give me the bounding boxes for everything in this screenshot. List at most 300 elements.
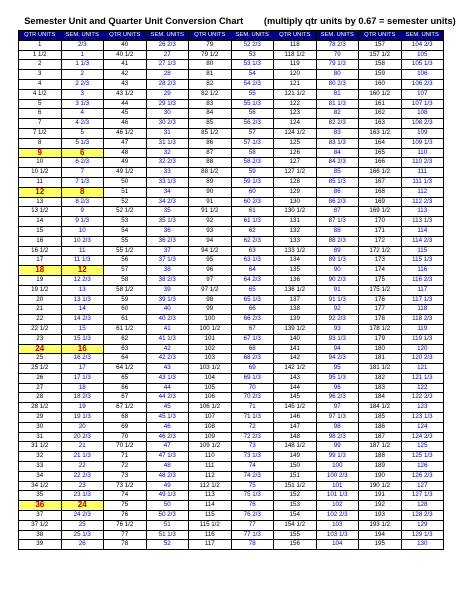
qtr-units-cell: 76 [104,511,147,521]
qtr-units-cell: 146 [274,413,317,423]
sem-units-cell: 27 1/3 [146,60,189,70]
qtr-units-cell: 53 [104,217,147,227]
qtr-units-cell: 17 [19,256,62,266]
sem-units-cell: 114 [401,226,444,236]
sem-units-cell: 105 1/3 [401,60,444,70]
sem-units-cell: 87 [316,207,359,217]
qtr-units-cell: 156 [274,540,317,550]
sem-units-cell: 90 [316,266,359,276]
qtr-units-cell: 106 [189,393,232,403]
sem-units-cell: 74 [231,462,274,472]
qtr-units-cell: 92 [189,217,232,227]
qtr-units-cell: 144 [274,383,317,393]
sem-units-cell: 27 [146,50,189,60]
sem-units-cell: 74 2/3 [231,471,274,481]
table-row [19,462,444,472]
sem-units-cell: 21 [61,442,104,452]
qtr-units-cell: 143 [274,373,317,383]
qtr-units-cell: 65 [104,373,147,383]
sem-units-cell: 104 2/3 [401,40,444,50]
sem-units-cell: 20 2/3 [61,432,104,442]
qtr-units-cell: 129 [274,187,317,197]
qtr-units-cell: 83 [189,99,232,109]
qtr-units-cell: 183 [359,383,402,393]
qtr-units-cell: 34 1/2 [19,481,62,491]
sem-units-cell: 99 [316,442,359,452]
qtr-units-cell: 112 1/2 [189,481,232,491]
sem-units-cell: 71 1/3 [231,413,274,423]
sem-units-cell: 71 [231,403,274,413]
qtr-units-cell: 8 [19,138,62,148]
sem-units-cell: 81 1/3 [316,99,359,109]
qtr-units-cell: 127 [274,158,317,168]
qtr-units-cell: 154 1/2 [274,520,317,530]
sem-units-cell: 19 1/3 [61,413,104,423]
qtr-units-cell: 1 [19,40,62,50]
sem-units-cell: 8 2/3 [61,197,104,207]
qtr-units-cell: 43 [104,79,147,89]
sem-units-cell: 77 1/3 [231,530,274,540]
sem-units-cell: 130 [401,540,444,550]
sem-units-cell: 25 1/3 [61,530,104,540]
sem-units-cell: 93 [316,324,359,334]
qtr-units-cell: 130 [274,197,317,207]
sem-units-cell: 127 1/3 [401,491,444,501]
qtr-units-cell: 178 [359,315,402,325]
qtr-units-cell: 148 [274,432,317,442]
qtr-units-cell: 15 [19,226,62,236]
qtr-units-cell: 1 1/2 [19,50,62,60]
qtr-units-cell: 22 [19,315,62,325]
sem-units-cell: 123 1/3 [401,413,444,423]
qtr-units-cell: 37 1/2 [19,520,62,530]
sem-units-cell: 95 [316,364,359,374]
qtr-units-cell: 131 [274,217,317,227]
table-row [19,520,444,530]
sem-units-cell: 64 2/3 [231,275,274,285]
sem-units-cell: 84 2/3 [316,158,359,168]
sem-units-cell: 50 2/3 [146,511,189,521]
qtr-units-cell: 108 [189,422,232,432]
qtr-units-cell: 115 1/2 [189,520,232,530]
sem-units-cell: 83 1/3 [316,138,359,148]
table-row [19,511,444,521]
sem-units-cell: 90 2/3 [316,275,359,285]
qtr-units-cell: 136 [274,275,317,285]
sem-units-cell: 94 [316,344,359,354]
qtr-units-cell: 35 [19,491,62,501]
qtr-units-cell: 46 1/2 [104,128,147,138]
sem-units-cell: 49 1/3 [146,491,189,501]
column-header: QTR UNITS [359,31,402,41]
sem-units-cell: 69 1/3 [231,373,274,383]
sem-units-cell: 113 1/3 [401,217,444,227]
column-header: QTR UNITS [104,31,147,41]
sem-units-cell: 24 2/3 [61,511,104,521]
sem-units-cell: 66 2/3 [231,315,274,325]
qtr-units-cell: 93 [189,226,232,236]
qtr-units-cell: 178 1/2 [359,324,402,334]
qtr-units-cell: 58 1/2 [104,285,147,295]
sem-units-cell: 101 [316,481,359,491]
sem-units-cell: 73 [231,442,274,452]
qtr-units-cell: 51 [104,187,147,197]
qtr-units-cell: 103 1/2 [189,364,232,374]
sem-units-cell: 59 [231,168,274,178]
sem-units-cell: 126 [401,462,444,472]
qtr-units-cell: 14 [19,217,62,227]
qtr-units-cell: 60 [104,305,147,315]
sem-units-cell: 98 2/3 [316,432,359,442]
table-row [19,177,444,187]
qtr-units-cell: 132 [274,226,317,236]
sem-units-cell: 56 [231,109,274,119]
qtr-units-cell: 126 [274,148,317,158]
qtr-units-cell: 152 [274,491,317,501]
qtr-units-cell: 73 [104,471,147,481]
sem-units-cell: 78 [231,540,274,550]
qtr-units-cell: 30 [19,422,62,432]
sem-units-cell: 12 [61,266,104,276]
table-row [19,305,444,315]
qtr-units-cell: 172 1/2 [359,246,402,256]
sem-units-cell: 13 1/3 [61,295,104,305]
sem-units-cell: 97 1/3 [316,413,359,423]
qtr-units-cell: 31 1/2 [19,442,62,452]
qtr-units-cell: 194 [359,530,402,540]
qtr-units-cell: 80 [189,60,232,70]
sem-units-cell: 42 2/3 [146,354,189,364]
qtr-units-cell: 138 [274,305,317,315]
sem-units-cell: 45 [146,403,189,413]
sem-units-cell: 41 [146,324,189,334]
qtr-units-cell: 82 1/2 [189,89,232,99]
table-row [19,422,444,432]
sem-units-cell: 123 [401,403,444,413]
sem-units-cell: 103 [316,520,359,530]
sem-units-cell: 53 1/3 [231,60,274,70]
sem-units-cell: 112 [401,187,444,197]
sem-units-cell: 34 2/3 [146,197,189,207]
sem-units-cell: 32 2/3 [146,158,189,168]
table-row [19,491,444,501]
qtr-units-cell: 64 1/2 [104,364,147,374]
qtr-units-cell: 162 [359,109,402,119]
sem-units-cell: 46 [146,422,189,432]
sem-units-cell: 10 2/3 [61,236,104,246]
qtr-units-cell: 109 1/2 [189,442,232,452]
sem-units-cell: 47 [146,442,189,452]
table-row [19,324,444,334]
sem-units-cell: 82 2/3 [316,119,359,129]
qtr-units-cell: 168 [359,187,402,197]
column-header: SEM. UNITS [146,31,189,41]
table-row [19,344,444,354]
sem-units-cell: 88 2/3 [316,236,359,246]
sem-units-cell: 52 [146,540,189,550]
qtr-units-cell: 48 [104,148,147,158]
qtr-units-cell: 121 1/2 [274,89,317,99]
sem-units-cell: 11 [61,246,104,256]
subtitle-text: (multiply qtr units by 0.67 = semester units) [263,16,456,26]
qtr-units-cell: 68 [104,413,147,423]
qtr-units-cell: 2 [19,60,62,70]
table-row [19,109,444,119]
qtr-units-cell: 57 [104,266,147,276]
sem-units-cell: 116 [401,266,444,276]
sem-units-cell: 11 1/3 [61,256,104,266]
qtr-units-cell: 103 [189,354,232,364]
qtr-units-cell: 128 [274,177,317,187]
sem-units-cell: 102 [316,501,359,511]
sem-units-cell: 26 [61,540,104,550]
sem-units-cell: 17 [61,364,104,374]
table-row [19,354,444,364]
qtr-units-cell: 139 [274,315,317,325]
qtr-units-cell: 9 [19,148,62,158]
qtr-units-cell: 64 [104,354,147,364]
qtr-units-cell: 182 [359,373,402,383]
sem-units-cell: 75 [231,481,274,491]
qtr-units-cell: 84 [189,109,232,119]
qtr-units-cell: 19 1/2 [19,285,62,295]
qtr-units-cell: 40 [104,40,147,50]
qtr-units-cell: 133 1/2 [274,246,317,256]
qtr-units-cell: 50 [104,177,147,187]
qtr-units-cell: 119 [274,60,317,70]
qtr-units-cell: 91 [189,197,232,207]
sem-units-cell: 127 [401,481,444,491]
sem-units-cell: 44 2/3 [146,393,189,403]
sem-units-cell: 129 [401,520,444,530]
sem-units-cell: 2/3 [61,40,104,50]
sem-units-cell: 16 [61,344,104,354]
sem-units-cell: 32 [146,148,189,158]
qtr-units-cell: 58 [104,275,147,285]
qtr-units-cell: 87 [189,148,232,158]
sem-units-cell: 37 [146,246,189,256]
qtr-units-cell: 79 [189,40,232,50]
column-header: SEM. UNITS [316,31,359,41]
qtr-units-cell: 95 [189,256,232,266]
qtr-units-cell: 82 [189,79,232,89]
qtr-units-cell: 164 [359,138,402,148]
qtr-units-cell: 89 [189,177,232,187]
qtr-units-cell: 180 [359,344,402,354]
qtr-units-cell: 52 1/2 [104,207,147,217]
sem-units-cell: 4 [61,109,104,119]
sem-units-cell: 72 [231,422,274,432]
sem-units-cell: 40 [146,305,189,315]
sem-units-cell: 106 2/3 [401,79,444,89]
sem-units-cell: 128 [401,501,444,511]
sem-units-cell: 122 [401,383,444,393]
qtr-units-cell: 76 1/2 [104,520,147,530]
qtr-units-cell: 28 [19,393,62,403]
sem-units-cell: 9 [61,207,104,217]
qtr-units-cell: 124 [274,119,317,129]
qtr-units-cell: 13 [19,197,62,207]
sem-units-cell: 107 [401,89,444,99]
sem-units-cell: 119 [401,324,444,334]
qtr-units-cell: 70 [104,432,147,442]
sem-units-cell: 81 [316,89,359,99]
sem-units-cell: 15 [61,324,104,334]
sem-units-cell: 35 [146,207,189,217]
sem-units-cell: 15 1/3 [61,334,104,344]
sem-units-cell: 53 [231,50,274,60]
sem-units-cell: 38 [146,266,189,276]
qtr-units-cell: 86 [189,138,232,148]
qtr-units-cell: 139 1/2 [274,324,317,334]
qtr-units-cell: 166 1/2 [359,168,402,178]
sem-units-cell: 51 [146,520,189,530]
sem-units-cell: 6 2/3 [61,158,104,168]
qtr-units-cell: 42 [104,70,147,80]
sem-units-cell: 20 [61,422,104,432]
sem-units-cell: 96 2/3 [316,393,359,403]
sem-units-cell: 106 [401,70,444,80]
sem-units-cell: 87 1/3 [316,217,359,227]
sem-units-cell: 22 [61,462,104,472]
qtr-units-cell: 153 [274,501,317,511]
table-row [19,432,444,442]
qtr-units-cell: 195 [359,540,402,550]
qtr-units-cell: 166 [359,158,402,168]
table-row [19,364,444,374]
qtr-units-cell: 45 [104,109,147,119]
sem-units-cell: 105 [401,50,444,60]
qtr-units-cell: 171 [359,226,402,236]
qtr-units-cell: 6 [19,109,62,119]
sem-units-cell: 109 1/3 [401,138,444,148]
qtr-units-cell: 88 1/2 [189,168,232,178]
sem-units-cell: 9 1/3 [61,217,104,227]
qtr-units-cell: 151 [274,471,317,481]
qtr-units-cell: 24 [19,344,62,354]
qtr-units-cell: 23 [19,334,62,344]
qtr-units-cell: 97 1/2 [189,285,232,295]
sem-units-cell: 94 2/3 [316,354,359,364]
qtr-units-cell: 31 [19,432,62,442]
sem-units-cell: 23 [61,481,104,491]
qtr-units-cell: 26 [19,373,62,383]
qtr-units-cell: 181 [359,354,402,364]
sem-units-cell: 28 [146,70,189,80]
qtr-units-cell: 29 [19,413,62,423]
table-row [19,315,444,325]
qtr-units-cell: 161 [359,99,402,109]
sem-units-cell: 62 2/3 [231,236,274,246]
qtr-units-cell: 113 [189,491,232,501]
qtr-units-cell: 101 [189,334,232,344]
qtr-units-cell: 90 [189,187,232,197]
sem-units-cell: 103 1/3 [316,530,359,540]
sem-units-cell: 63 1/3 [231,256,274,266]
sem-units-cell: 92 2/3 [316,315,359,325]
sem-units-cell: 79 1/3 [316,60,359,70]
sem-units-cell: 99 1/3 [316,452,359,462]
qtr-units-cell: 59 [104,295,147,305]
sem-units-cell: 13 [61,285,104,295]
sem-units-cell: 102 2/3 [316,511,359,521]
sem-units-cell: 18 [61,383,104,393]
sem-units-cell: 82 [316,109,359,119]
column-header: SEM. UNITS [61,31,104,41]
qtr-units-cell: 85 1/2 [189,128,232,138]
sem-units-cell: 31 [146,128,189,138]
qtr-units-cell: 186 [359,422,402,432]
qtr-units-cell: 169 [359,197,402,207]
table-row [19,442,444,452]
sem-units-cell: 101 1/3 [316,491,359,501]
qtr-units-cell: 151 1/2 [274,481,317,491]
sem-units-cell: 29 1/3 [146,99,189,109]
qtr-units-cell: 52 [104,197,147,207]
table-row [19,99,444,109]
sem-units-cell: 122 2/3 [401,393,444,403]
sem-units-cell: 41 1/3 [146,334,189,344]
qtr-units-cell: 44 [104,99,147,109]
sem-units-cell: 39 1/3 [146,295,189,305]
sem-units-cell: 128 2/3 [401,511,444,521]
table-row [19,60,444,70]
sem-units-cell: 107 1/3 [401,99,444,109]
sem-units-cell: 54 2/3 [231,79,274,89]
qtr-units-cell: 94 [189,236,232,246]
sem-units-cell: 39 [146,285,189,295]
qtr-units-cell: 36 [19,501,62,511]
qtr-units-cell: 25 1/2 [19,364,62,374]
qtr-units-cell: 176 [359,295,402,305]
qtr-units-cell: 125 [274,138,317,148]
column-header: SEM. UNITS [231,31,274,41]
sem-units-cell: 118 [401,305,444,315]
table-row [19,168,444,178]
sem-units-cell: 42 [146,344,189,354]
sem-units-cell: 108 [401,109,444,119]
qtr-units-cell: 19 [19,275,62,285]
chart-title [20,16,460,26]
qtr-units-cell: 107 [189,413,232,423]
qtr-units-cell: 78 [104,540,147,550]
sem-units-cell: 2 [61,70,104,80]
qtr-units-cell: 97 [189,275,232,285]
sem-units-cell: 56 2/3 [231,119,274,129]
table-row [19,530,444,540]
sem-units-cell: 89 1/3 [316,256,359,266]
sem-units-cell: 8 [61,187,104,197]
sem-units-cell: 125 1/3 [401,452,444,462]
sem-units-cell: 57 1/3 [231,138,274,148]
table-row [19,226,444,236]
sem-units-cell: 117 1/3 [401,295,444,305]
sem-units-cell: 16 2/3 [61,354,104,364]
qtr-units-cell: 61 1/2 [104,324,147,334]
sem-units-cell: 43 [146,364,189,374]
sem-units-cell: 65 1/3 [231,295,274,305]
sem-units-cell: 58 2/3 [231,158,274,168]
sem-units-cell: 117 [401,285,444,295]
qtr-units-cell: 150 [274,462,317,472]
sem-units-cell: 54 [231,70,274,80]
sem-units-cell: 44 [146,383,189,393]
sem-units-cell: 24 [61,501,104,511]
qtr-units-cell: 177 [359,305,402,315]
qtr-units-cell: 54 [104,226,147,236]
qtr-units-cell: 16 1/2 [19,246,62,256]
qtr-units-cell: 148 1/2 [274,442,317,452]
